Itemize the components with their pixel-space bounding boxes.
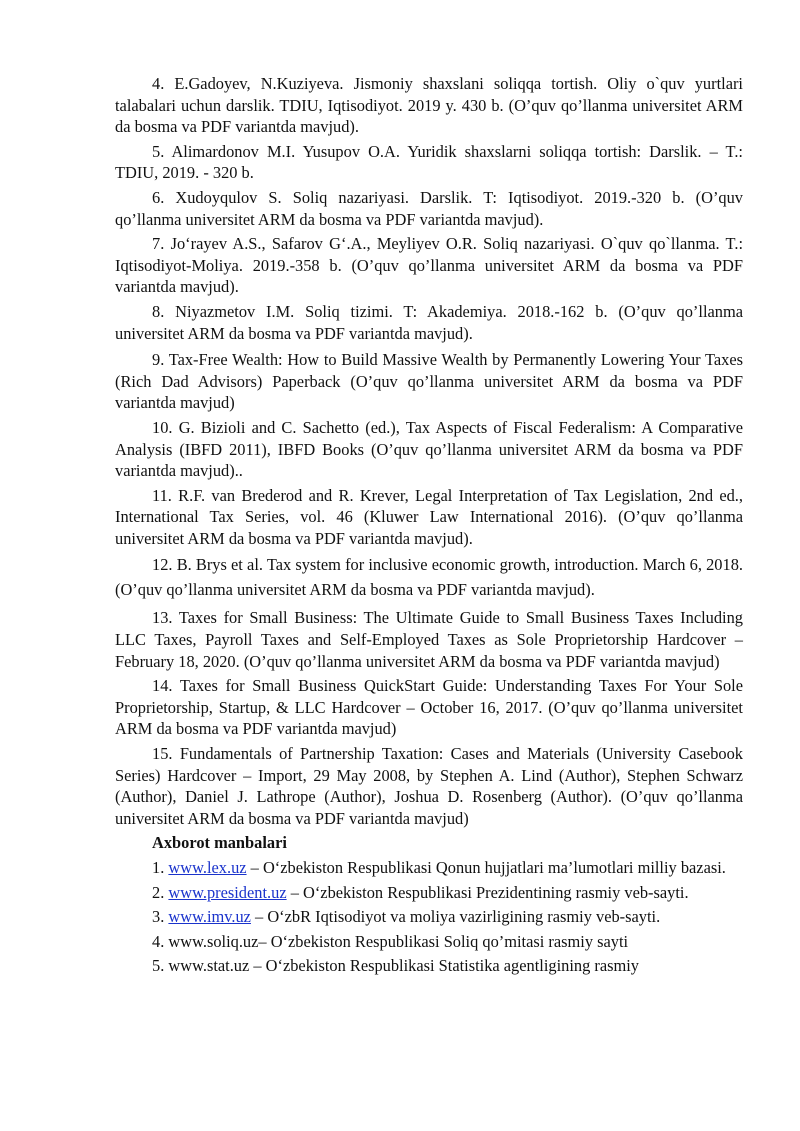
source-item-1	[115, 857, 743, 879]
reference-text: R.F. van Brederod and R. Krever, Legal Interpretation of Tax Legislation, 2nd ed., International Tax Series, vol. 46 (Kluwer Law International 2016). (O’quv qo’llanma universitet ARM da bosma va PDF variantda mavjud).	[115, 485, 743, 548]
source-text: – O‘zbekiston Respublikasi Statistika agentligining rasmiy	[249, 956, 639, 976]
reference-number: 6.	[152, 187, 165, 207]
reference-number: 9.	[152, 350, 165, 370]
reference-text: Taxes for Small Business QuickStart Guide: Understanding Taxes For Your Sole Proprietorship, Startup, & LLC Hardcover – October 16, 2017. (O’quv qo’llanma universitet ARM da bosma va PDF variantda mavjud)	[115, 676, 743, 739]
source-item-4	[115, 931, 743, 953]
reference-item-4	[115, 73, 743, 138]
reference-number: 12.	[152, 555, 173, 575]
source-link-president[interactable]: www.president.uz	[168, 882, 287, 902]
reference-number: 4.	[152, 74, 165, 93]
source-item-2	[115, 882, 743, 904]
sources-heading: Axborot manbalari	[152, 833, 287, 853]
source-text: – O‘zbR Iqtisodiyot va moliya vazirligining rasmiy veb-sayti.	[250, 907, 661, 927]
source-number: 2.	[152, 882, 165, 902]
source-number: 1.	[152, 858, 165, 877]
reference-item-8	[115, 301, 743, 344]
reference-text: B. Brys et al. Tax system for inclusive economic growth, introduction. March 6, 2018. (O’quv qo’llanma universitet ARM da bosma va PDF variantda mavjud).	[115, 555, 743, 600]
reference-number: 10.	[152, 417, 173, 437]
reference-item-10	[115, 417, 743, 482]
reference-text: Tax-Free Wealth: How to Build Massive Wealth by Permanently Lowering Your Taxes (Rich Dad Advisors) Paperback (O’quv qo’llanma universitet ARM da bosma va PDF variantda mavjud)	[115, 350, 743, 413]
reference-item-13	[115, 607, 743, 672]
reference-text: E.Gadoyev, N.Kuziyeva. Jismoniy shaxslani soliqqa tortish. Oliy o`quv yurtlari talabalari uchun darslik. TDIU, Iqtisodiyot. 2019 y. 430 b. (O’quv qo’llanma universitet ARM da bosma va PDF variantda mavjud).	[115, 74, 743, 137]
reference-item-15	[115, 743, 743, 829]
source-link-lex[interactable]: www.lex.uz	[168, 858, 247, 877]
source-url-stat: www.stat.uz	[168, 956, 250, 976]
source-number: 3.	[152, 907, 165, 927]
source-link-imv[interactable]: www.imv.uz	[168, 907, 251, 927]
reference-number: 8.	[152, 301, 165, 321]
reference-item-12	[115, 552, 743, 602]
reference-text: G. Bizioli and C. Sachetto (ed.), Tax Aspects of Fiscal Federalism: A Comparative Analysis (IBFD 2011), IBFD Books (O’quv qo’llanma universitet ARM da bosma va PDF variantda mavjud)..	[115, 417, 743, 481]
reference-item-9	[115, 349, 743, 414]
reference-item-14	[115, 675, 743, 740]
reference-item-11	[115, 485, 743, 550]
source-url-soliq: www.soliq.uz	[168, 931, 259, 951]
reference-number: 14.	[152, 676, 173, 696]
source-text: – O‘zbekiston Respublikasi Qonun hujjatlari ma’lumotlari milliy bazasi.	[246, 858, 726, 877]
reference-number: 7.	[152, 234, 165, 254]
source-item-5	[115, 955, 743, 977]
reference-item-5	[115, 141, 743, 184]
source-text: – O‘zbekiston Respublikasi Prezidentining rasmiy veb-sayti.	[286, 882, 689, 902]
reference-number: 5.	[152, 141, 165, 161]
reference-number: 13.	[152, 608, 173, 628]
source-number: 4.	[152, 931, 165, 951]
reference-text: Alimardonov M.I. Yusupov O.A. Yuridik shaxslarni soliqqa tortish: Darslik. – T.: TDIU, 2019. - 320 b.	[115, 141, 743, 183]
source-text: – O‘zbekiston Respublikasi Soliq qo’mitasi rasmiy sayti	[258, 931, 629, 951]
reference-text: Xudoyqulov S. Soliq nazariyasi. Darslik. T: Iqtisodiyot. 2019.-320 b. (O’quv qo’llanma universitet ARM da bosma va PDF variantda mavjud).	[115, 187, 743, 229]
source-number: 5.	[152, 956, 165, 976]
reference-number: 15.	[152, 744, 173, 764]
reference-number: 11.	[152, 485, 172, 505]
references-content	[115, 73, 743, 977]
reference-text: Jo‘rayev A.S., Safarov G‘.A., Meyliyev O.R. Soliq nazariyasi. O`quv qo`llanma. T.: Iqtisodiyot-Moliya. 2019.-358 b. (O’quv qo’llanma universitet ARM da bosma va PDF variantda mavjud).	[115, 234, 743, 297]
reference-text: Fundamentals of Partnership Taxation: Cases and Materials (University Casebook Series) Hardcover – Import, 29 May 2008, by Stephen A. Lind (Author), Stephen Schwarz (Author), Daniel J. Lathrope (Author), Joshua D. Rosenberg (Author). (O’quv qo’llanma universitet ARM da bosma va PDF variantda mavjud)	[115, 744, 743, 828]
reference-text: Taxes for Small Business: The Ultimate Guide to Small Business Taxes Including LLC Taxes, Payroll Taxes and Self-Employed Taxes as Sole Proprietorship Hardcover – February 18, 2020. (O’quv qo’llanma universitet ARM da bosma va PDF variantda mavjud)	[115, 608, 743, 671]
reference-text: Niyazmetov I.M. Soliq tizimi. T: Akademiya. 2018.-162 b. (O’quv qo’llanma universitet ARM da bosma va PDF variantda mavjud).	[115, 301, 743, 343]
reference-item-6	[115, 187, 743, 230]
reference-item-7	[115, 233, 743, 298]
source-item-3	[115, 906, 743, 928]
